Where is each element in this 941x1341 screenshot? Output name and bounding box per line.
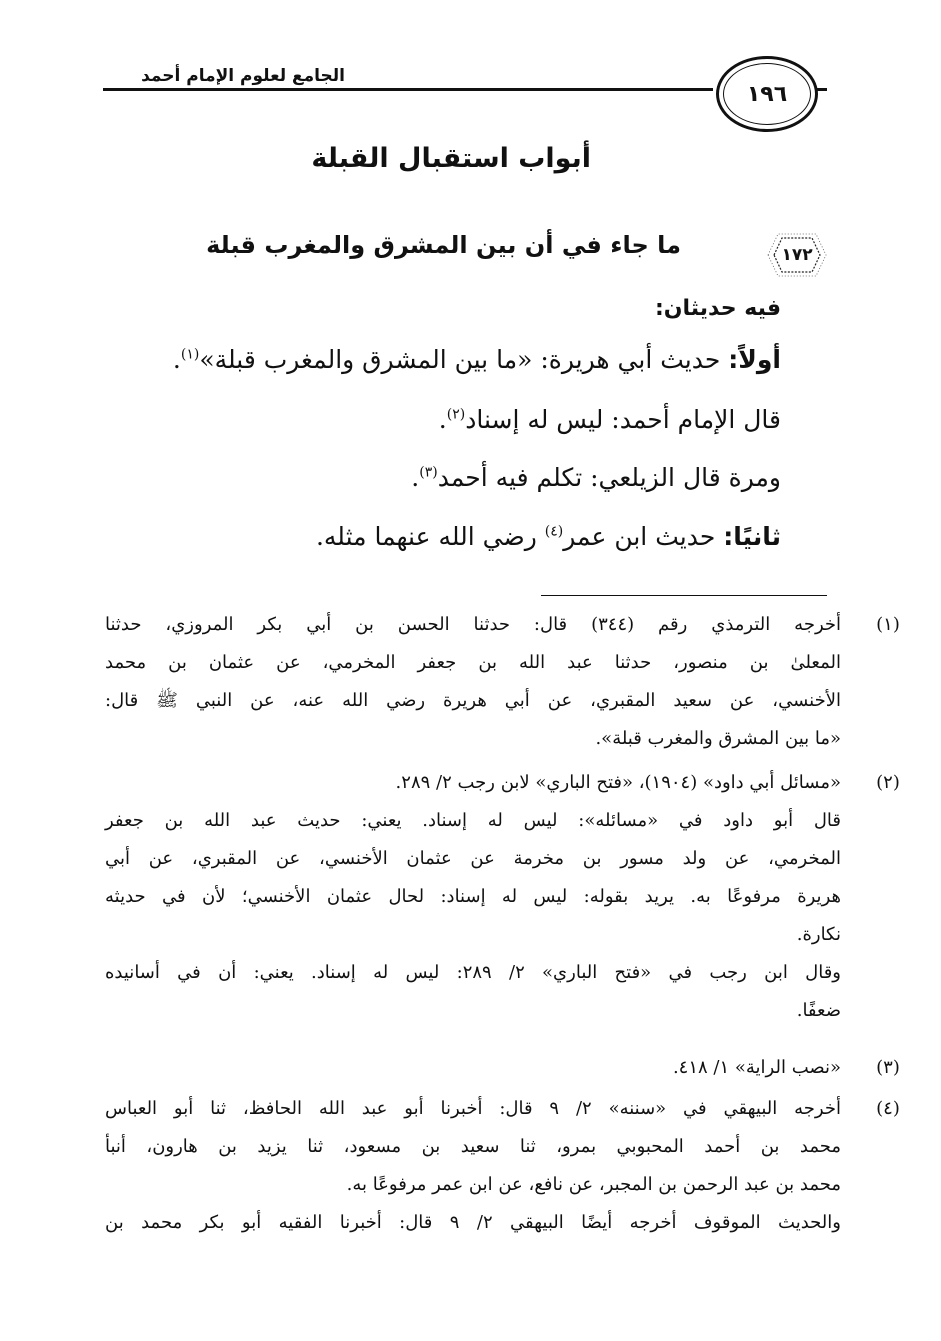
footnote-ref-4: (٤) (544, 523, 564, 540)
footnote-line: أخرجه البيهقي في «سننه» ٢/ ٩ قال: أخبرنا أبو عبد الله الحافظ، ثنا أبو العباس (105, 1098, 841, 1119)
running-title: الجامع لعلوم الإمام أحمد (135, 66, 351, 86)
footnote-number: (٣) (876, 1057, 900, 1078)
footnote-line: ضعفًا. (796, 1000, 841, 1021)
footnote-line: محمد بن عبد الرحمن بن المجبر، عن نافع، عن ابن عمر مرفوعًا به. (346, 1174, 841, 1195)
header-rule-left (103, 88, 713, 91)
second-hadith-line (316, 522, 781, 551)
first-text: حديث أبي هريرة: «ما بين المشرق والمغرب قبلة» (199, 345, 721, 374)
footnote-line: «مسائل أبي داود» (١٩٠٤)، «فتح الباري» لابن رجب ٢/ ٢٨٩. (395, 772, 841, 793)
chapter-title: أبواب استقبال القبلة (311, 143, 591, 174)
section-number: ١٧٢ (781, 245, 813, 265)
footnote-line: المخرمي، عن ولد مسور بن مخرمة عن عثمان الأخنسي، عن المقبري، عن أبي (105, 848, 841, 869)
footnote-line: «ما بين المشرق والمغرب قبلة». (595, 728, 841, 749)
footnote-line: وقال ابن رجب في «فتح الباري» ٢/ ٢٨٩: ليس له إسناد. يعني: أن في أسانيده (105, 962, 841, 983)
footnote-line: أخرجه الترمذي رقم (٣٤٤) قال: حدثنا الحسن بن أبي بكر المروزي، حدثنا (105, 614, 842, 635)
footnote-line: هريرة مرفوعًا به. يريد بقوله: ليس له إسناد: لحال عثمان الأخنسي؛ لأن في حديثه (105, 886, 841, 907)
page-number: ١٩٦ (716, 56, 818, 132)
ahmad-text: قال الإمام أحمد: ليس له إسناد (465, 405, 781, 434)
intro-line (655, 296, 781, 321)
first-label: أولاً: (728, 345, 781, 374)
footnote-line: والحديث الموقوف أخرجه أيضًا البيهقي ٢/ ٩ قال: أخبرنا الفقيه أبو بكر محمد بن (105, 1212, 841, 1233)
footnote-1 (105, 606, 900, 758)
footnote-line: الأخنسي، عن سعيد المقبري، عن أبي هريرة رضي الله عنه، عن النبي ﷺ قال: (105, 690, 841, 711)
footnote-line: «نصب الراية» ١/ ٤١٨. (672, 1057, 841, 1078)
ahmad-end: . (438, 405, 447, 434)
ahmad-line (439, 405, 781, 434)
intro-text: فيه حديثان: (654, 296, 781, 321)
zaylai-end: . (411, 463, 420, 492)
footnote-line: قال أبو داود في «مسائله»: ليس له إسناد. يعني: حديث عبد الله بن جعفر (105, 810, 841, 831)
footnote-number: (١) (876, 614, 900, 635)
second-text-b: رضي الله عنهما مثله. (315, 522, 537, 551)
section-title: ما جاء في أن بين المشرق والمغرب قبلة (206, 231, 681, 259)
footnote-number: (٤) (876, 1098, 900, 1119)
second-text-a: حديث ابن عمر (563, 522, 716, 551)
footnote-3 (105, 1049, 900, 1087)
footnote-number: (٢) (876, 772, 900, 793)
footnote-line: نكارة. (796, 924, 841, 945)
footnote-ref-3: (٣) (419, 464, 438, 481)
footnote-4 (105, 1090, 900, 1242)
second-label: ثانيًا: (723, 522, 781, 551)
footnote-2 (105, 764, 900, 1030)
footnote-line: المعلىٰ بن منصور، حدثنا عبد الله بن جعفر المخرمي، عن عثمان بن محمد (105, 652, 841, 673)
section-number-badge (766, 232, 828, 278)
footnote-ref-2: (٢) (446, 406, 466, 423)
footnote-line: محمد بن أحمد المحبوبي بمرو، ثنا سعيد بن مسعود، ثنا يزيد بن هارون، أنبأ (105, 1136, 841, 1157)
footnote-ref-1: (١) (180, 346, 200, 363)
zaylai-text: ومرة قال الزيلعي: تكلم فيه أحمد (437, 463, 781, 492)
first-end: . (172, 345, 181, 374)
footnote-separator (541, 595, 827, 596)
first-hadith-line (173, 345, 781, 374)
zaylai-line (411, 463, 781, 492)
